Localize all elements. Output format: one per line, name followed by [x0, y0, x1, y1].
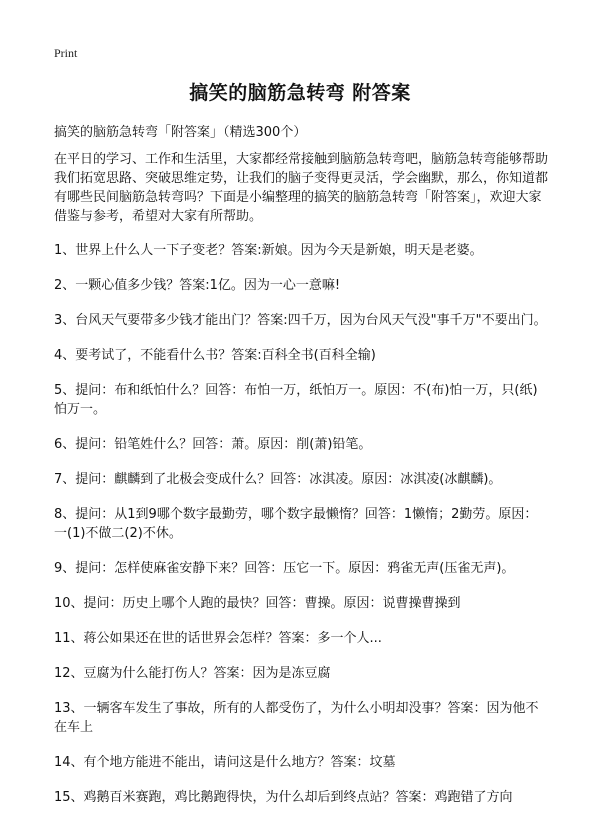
- riddle-item-14: 14、有个地方能进不能出，请问这是什么地方？答案：坟墓: [54, 755, 396, 770]
- riddle-item-1: 1、世界上什么人一下子变老？答案:新娘。因为今天是新娘，明天是老婆。: [54, 243, 483, 258]
- riddle-item-8: 8、提问：从1到9哪个数字最勤劳，哪个数字最懒惰？回答：1懒惰；2勤劳。原因：一(1)不做二(2)不休。: [54, 507, 538, 541]
- riddle-item-9: 9、提问：怎样使麻雀安静下来？回答：压它一下。原因：鸦雀无声(压雀无声)。: [54, 561, 515, 576]
- riddle-item-15: 15、鸡鹅百米赛跑，鸡比鹅跑得快，为什么却后到终点站？答案：鸡跑错了方向: [54, 790, 513, 805]
- riddle-item-7: 7、提问：麒麟到了北极会变成什么？回答：冰淇凌。原因：冰淇凌(冰麒麟)。: [54, 472, 502, 487]
- riddle-item-12: 12、豆腐为什么能打伤人？答案：因为是冻豆腐: [54, 666, 331, 681]
- riddle-item-13: 13、一辆客车发生了事故，所有的人都受伤了，为什么小明却没事？答案：因为他不在车上: [54, 701, 539, 735]
- riddle-item-6: 6、提问：铅笔姓什么？回答：萧。原因：削(萧)铅笔。: [54, 437, 372, 452]
- riddle-item-10: 10、提问：历史上哪个人跑的最快？回答：曹操。原因：说曹操曹操到: [54, 596, 461, 611]
- article-body: [54, 150, 550, 821]
- riddle-item-2: 2、一颗心值多少钱？答案:1亿。因为一心一意嘛!: [54, 278, 341, 293]
- riddle-item-11: 11、蒋公如果还在世的话世界会怎样？答案：多一个人...: [54, 631, 382, 646]
- page-subtitle: 搞笑的脑筋急转弯「附答案」（精选300个）: [54, 125, 307, 140]
- riddle-item-3: 3、台风天气要带多少钱才能出门？答案:四千万，因为台风天气没"事千万"不要出门。: [54, 313, 547, 328]
- intro-paragraph: 在平日的学习、工作和生活里，大家都经常接触到脑筋急转弯吧，脑筋急转弯能够帮助我们拓宽思路、突破思维定势，让我们的脑子变得更灵活，学会幽默，那么，你知道都有哪些民间脑筋急转弯吗？下面是小编整理的搞笑的脑筋急转弯「附答案」，欢迎大家借鉴与参考，希望对大家有所帮助。: [54, 152, 549, 224]
- page-title: 搞笑的脑筋急转弯 附答案: [189, 82, 411, 104]
- print-link[interactable]: Print: [54, 46, 78, 60]
- riddle-item-4: 4、要考试了，不能看什么书？答案:百科全书(百科全输): [54, 348, 376, 363]
- riddle-item-5: 5、提问：布和纸怕什么？回答：布怕一万，纸怕万一。原因：不(布)怕一万，只(纸)怕万一。: [54, 383, 538, 417]
